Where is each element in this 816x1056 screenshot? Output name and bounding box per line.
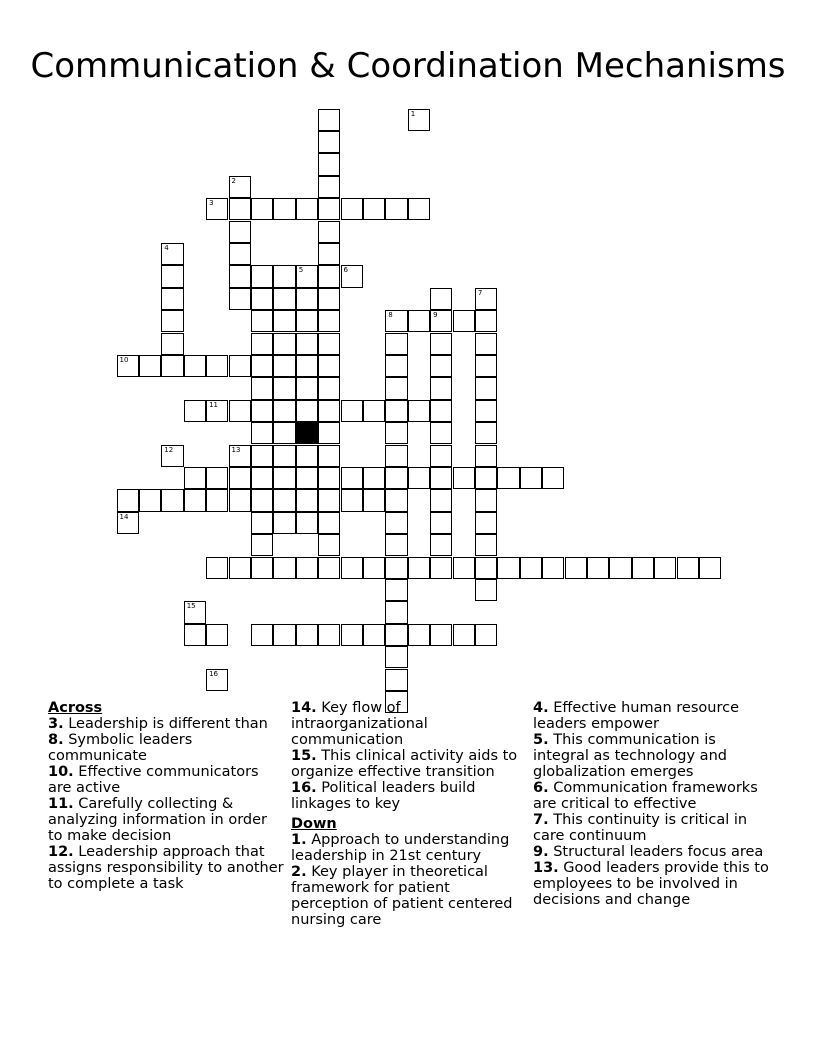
clue-item [291, 780, 527, 812]
grid-cell[interactable] [273, 355, 295, 377]
clue-number-label: 1 [410, 109, 416, 118]
grid-cell[interactable] [430, 624, 452, 646]
clue-number-label: 10 [119, 355, 129, 364]
grid-cell[interactable] [296, 557, 318, 579]
clue-number: 13. [533, 860, 559, 876]
grid-cell[interactable] [229, 243, 251, 265]
clues-column-3 [533, 700, 769, 908]
clue-number: 2. [291, 864, 307, 880]
grid-cell[interactable] [273, 624, 295, 646]
clue-number: 6. [533, 780, 549, 796]
grid-cell[interactable] [161, 265, 183, 287]
grid-cell[interactable] [341, 557, 363, 579]
clue-number: 15. [291, 748, 317, 764]
grid-cell[interactable] [475, 579, 497, 601]
grid-cell[interactable] [251, 467, 273, 489]
grid-cell[interactable] [251, 422, 273, 444]
grid-cell[interactable] [453, 624, 475, 646]
grid-cell[interactable] [161, 445, 183, 467]
clue-number-label: 9 [433, 311, 438, 320]
clue-number-label: 3 [209, 199, 214, 208]
grid-cell[interactable] [251, 333, 273, 355]
grid-cell[interactable] [677, 557, 699, 579]
grid-cell[interactable] [318, 333, 340, 355]
grid-cell[interactable] [251, 265, 273, 287]
grid-cell[interactable] [206, 355, 228, 377]
grid-cell[interactable] [296, 512, 318, 534]
grid-cell[interactable] [408, 624, 430, 646]
clue-item [533, 812, 769, 844]
clue-number-label: 6 [343, 266, 348, 275]
clue-item [533, 732, 769, 780]
grid-cell[interactable] [273, 377, 295, 399]
grid-cell[interactable] [296, 489, 318, 511]
clue-number-label: 2 [231, 176, 236, 185]
grid-cell[interactable] [385, 422, 407, 444]
grid-cell[interactable] [408, 310, 430, 332]
grid-cell[interactable] [229, 355, 251, 377]
grid-cell[interactable] [296, 467, 318, 489]
grid-cell[interactable] [475, 467, 497, 489]
grid-cell[interactable] [318, 153, 340, 175]
grid-cell[interactable] [430, 333, 452, 355]
grid-cell[interactable] [318, 489, 340, 511]
grid-cell[interactable] [363, 400, 385, 422]
clue-text: Communication frameworks are critical to effective [533, 780, 758, 812]
grid-cell[interactable] [475, 400, 497, 422]
grid-cell[interactable] [385, 198, 407, 220]
grid-cell[interactable] [430, 288, 452, 310]
grid-cell[interactable] [341, 489, 363, 511]
grid-cell[interactable] [273, 400, 295, 422]
grid-cell[interactable] [475, 355, 497, 377]
grid-cell[interactable] [251, 198, 273, 220]
clue-number-label: 11 [209, 400, 219, 409]
grid-cell[interactable] [408, 557, 430, 579]
grid-cell[interactable] [385, 489, 407, 511]
grid-cell[interactable] [296, 624, 318, 646]
grid-cell[interactable] [385, 445, 407, 467]
grid-cell[interactable] [318, 467, 340, 489]
grid-cell[interactable] [609, 557, 631, 579]
grid-cell[interactable] [251, 310, 273, 332]
grid-cell[interactable] [161, 355, 183, 377]
grid-cell[interactable] [184, 400, 206, 422]
grid-cell[interactable] [229, 265, 251, 287]
grid-cell[interactable] [117, 489, 139, 511]
grid-cell[interactable] [318, 445, 340, 467]
grid-cell[interactable] [385, 579, 407, 601]
grid-cell[interactable] [430, 489, 452, 511]
clue-text: Structural leaders focus area [548, 844, 764, 860]
grid-cell[interactable] [475, 310, 497, 332]
grid-cell[interactable] [251, 355, 273, 377]
clue-text: This clinical activity aids to organize effective transition [291, 748, 518, 780]
grid-cell[interactable] [341, 198, 363, 220]
clue-number: 3. [48, 716, 64, 732]
grid-cell[interactable] [296, 310, 318, 332]
grid-cell[interactable] [430, 355, 452, 377]
grid-cell[interactable] [273, 310, 295, 332]
clue-number: 12. [48, 844, 74, 860]
grid-cell[interactable] [542, 557, 564, 579]
grid-cell[interactable] [296, 445, 318, 467]
clue-item [291, 832, 527, 864]
grid-cell[interactable] [206, 198, 228, 220]
grid-cell[interactable] [475, 422, 497, 444]
clue-number: 5. [533, 732, 549, 748]
grid-cell[interactable] [206, 669, 228, 691]
grid-cell[interactable] [318, 243, 340, 265]
grid-cell[interactable] [229, 198, 251, 220]
grid-cell[interactable] [139, 355, 161, 377]
grid-cell[interactable] [430, 534, 452, 556]
clue-number: 4. [533, 700, 549, 716]
grid-cell[interactable] [273, 333, 295, 355]
grid-cell[interactable] [184, 467, 206, 489]
clue-item [533, 700, 769, 732]
clue-item [48, 844, 284, 892]
clue-item [48, 732, 284, 764]
clue-text: Political leaders build linkages to key [291, 780, 476, 812]
clue-number: 14. [291, 700, 317, 716]
clue-text: Carefully collecting & analyzing information in order to make decision [48, 796, 268, 844]
grid-cell[interactable] [632, 557, 654, 579]
grid-cell[interactable] [296, 355, 318, 377]
clue-text: Leadership approach that assigns responsibility to another to complete a task [48, 844, 284, 892]
grid-cell[interactable] [161, 288, 183, 310]
grid-cell[interactable] [229, 176, 251, 198]
grid-cell[interactable] [341, 400, 363, 422]
grid-cell[interactable] [318, 557, 340, 579]
clue-number-label: 13 [231, 445, 241, 454]
grid-cell[interactable] [430, 377, 452, 399]
clue-text: Key flow of intraorganizational communication [291, 700, 428, 748]
clue-number-label: 5 [298, 266, 304, 275]
grid-cell[interactable] [296, 377, 318, 399]
grid-cell[interactable] [251, 445, 273, 467]
clue-number: 10. [48, 764, 74, 780]
grid-cell[interactable] [318, 400, 340, 422]
grid-cell[interactable] [206, 624, 228, 646]
clue-number: 1. [291, 832, 307, 848]
grid-cell[interactable] [273, 489, 295, 511]
grid-cell[interactable] [363, 198, 385, 220]
grid-cell[interactable] [273, 512, 295, 534]
grid-cell[interactable] [341, 624, 363, 646]
clue-number-label: 16 [209, 669, 219, 678]
grid-cell[interactable] [184, 355, 206, 377]
clue-item [291, 864, 527, 928]
clue-text: This communication is integral as technology and globalization emerges [533, 732, 727, 780]
grid-cell[interactable] [251, 557, 273, 579]
grid-cell[interactable] [385, 355, 407, 377]
grid-cell[interactable] [363, 557, 385, 579]
grid-cell[interactable] [520, 557, 542, 579]
clue-number-label: 4 [164, 243, 169, 252]
grid-cell[interactable] [318, 512, 340, 534]
grid-cell[interactable] [385, 333, 407, 355]
grid-cell[interactable] [229, 489, 251, 511]
grid-cell[interactable] [430, 467, 452, 489]
grid-cell[interactable] [318, 221, 340, 243]
grid-cell[interactable] [251, 512, 273, 534]
clue-item [533, 860, 769, 908]
grid-cell[interactable] [161, 310, 183, 332]
grid-cell[interactable] [385, 534, 407, 556]
clue-item [533, 780, 769, 812]
grid-cell[interactable] [385, 512, 407, 534]
grid-cell[interactable] [542, 467, 564, 489]
grid-cell[interactable] [475, 288, 497, 310]
grid-cell[interactable] [318, 310, 340, 332]
grid-cell[interactable] [497, 467, 519, 489]
clue-number-label: 7 [477, 288, 483, 297]
grid-cell[interactable] [475, 489, 497, 511]
grid-cell[interactable] [318, 198, 340, 220]
grid-cell[interactable] [430, 310, 452, 332]
grid-cell[interactable] [273, 198, 295, 220]
clue-text: Symbolic leaders communicate [48, 732, 193, 764]
grid-cell[interactable] [229, 400, 251, 422]
page-title: Communication & Coordination Mechanisms [30, 46, 786, 86]
grid-cell[interactable] [184, 601, 206, 623]
grid-cell[interactable] [341, 265, 363, 287]
clue-item [48, 764, 284, 796]
grid-cell[interactable] [206, 489, 228, 511]
grid-cell[interactable] [273, 265, 295, 287]
grid-cell[interactable] [161, 489, 183, 511]
grid-cell[interactable] [318, 131, 340, 153]
grid-cell[interactable] [318, 288, 340, 310]
clue-item [291, 700, 527, 748]
grid-cell[interactable] [363, 624, 385, 646]
clue-number: 7. [533, 812, 549, 828]
grid-block [296, 422, 318, 444]
grid-cell[interactable] [251, 377, 273, 399]
grid-cell[interactable] [587, 557, 609, 579]
grid-cell[interactable] [117, 512, 139, 534]
clue-number-label: 14 [119, 512, 129, 521]
grid-cell[interactable] [475, 377, 497, 399]
grid-cell[interactable] [430, 512, 452, 534]
grid-cell[interactable] [184, 489, 206, 511]
grid-cell[interactable] [408, 400, 430, 422]
down-heading: Down [291, 816, 337, 832]
grid-cell[interactable] [430, 400, 452, 422]
clue-text: Effective communicators are active [48, 764, 259, 796]
grid-cell[interactable] [296, 288, 318, 310]
clue-text: Good leaders provide this to employees to be involved in decisions and change [533, 860, 769, 908]
grid-cell[interactable] [430, 422, 452, 444]
grid-cell[interactable] [475, 534, 497, 556]
grid-cell[interactable] [385, 669, 407, 691]
clue-number: 11. [48, 796, 74, 812]
grid-cell[interactable] [273, 288, 295, 310]
grid-cell[interactable] [229, 445, 251, 467]
grid-cell[interactable] [251, 534, 273, 556]
grid-cell[interactable] [453, 467, 475, 489]
grid-cell[interactable] [139, 489, 161, 511]
grid-cell[interactable] [385, 400, 407, 422]
grid-cell[interactable] [251, 288, 273, 310]
grid-cell[interactable] [296, 265, 318, 287]
grid-cell[interactable] [363, 489, 385, 511]
grid-cell[interactable] [273, 445, 295, 467]
grid-cell[interactable] [497, 557, 519, 579]
grid-cell[interactable] [453, 557, 475, 579]
grid-cell[interactable] [206, 400, 228, 422]
clue-item [48, 796, 284, 844]
clue-text: This continuity is critical in care continuum [533, 812, 748, 844]
grid-cell[interactable] [385, 624, 407, 646]
grid-cell[interactable] [318, 422, 340, 444]
grid-cell[interactable] [206, 557, 228, 579]
grid-cell[interactable] [318, 265, 340, 287]
grid-cell[interactable] [341, 467, 363, 489]
grid-cell[interactable] [475, 512, 497, 534]
grid-cell[interactable] [408, 467, 430, 489]
clue-item [291, 748, 527, 780]
grid-cell[interactable] [475, 624, 497, 646]
grid-cell[interactable] [296, 400, 318, 422]
clue-number-label: 12 [164, 445, 174, 454]
grid-cell[interactable] [273, 422, 295, 444]
grid-cell[interactable] [318, 176, 340, 198]
grid-cell[interactable] [475, 445, 497, 467]
grid-cell[interactable] [206, 467, 228, 489]
grid-cell[interactable] [408, 198, 430, 220]
grid-cell[interactable] [318, 624, 340, 646]
clue-text: Effective human resource leaders empower [533, 700, 739, 732]
grid-cell[interactable] [273, 557, 295, 579]
grid-cell[interactable] [318, 109, 340, 131]
grid-cell[interactable] [565, 557, 587, 579]
grid-cell[interactable] [296, 198, 318, 220]
clues-column-1 [48, 700, 284, 892]
grid-cell[interactable] [318, 355, 340, 377]
grid-cell[interactable] [363, 467, 385, 489]
grid-cell[interactable] [385, 557, 407, 579]
grid-cell[interactable] [296, 333, 318, 355]
clue-text: Approach to understanding leadership in 21st century [291, 832, 510, 864]
grid-cell[interactable] [229, 288, 251, 310]
grid-cell[interactable] [475, 557, 497, 579]
clue-number-label: 8 [388, 311, 393, 320]
grid-cell[interactable] [273, 467, 295, 489]
grid-cell[interactable] [430, 557, 452, 579]
clue-item [533, 844, 769, 860]
grid-cell[interactable] [654, 557, 676, 579]
grid-cell[interactable] [520, 467, 542, 489]
grid-cell[interactable] [229, 221, 251, 243]
clue-number-label: 15 [186, 602, 196, 611]
clues-column-2 [291, 700, 527, 928]
grid-cell[interactable] [318, 377, 340, 399]
grid-cell[interactable] [385, 467, 407, 489]
clue-number: 8. [48, 732, 64, 748]
grid-cell[interactable] [430, 445, 452, 467]
grid-cell[interactable] [229, 557, 251, 579]
grid-cell[interactable] [117, 355, 139, 377]
clue-number: 9. [533, 844, 549, 860]
grid-cell[interactable] [161, 333, 183, 355]
grid-cell[interactable] [385, 377, 407, 399]
grid-cell[interactable] [251, 489, 273, 511]
clue-text: Leadership is different than [63, 716, 268, 732]
grid-cell[interactable] [161, 243, 183, 265]
grid-cell[interactable] [385, 310, 407, 332]
grid-cell[interactable] [699, 557, 721, 579]
grid-cell[interactable] [453, 310, 475, 332]
grid-cell[interactable] [475, 333, 497, 355]
grid-cell[interactable] [385, 601, 407, 623]
clue-text: Key player in theoretical framework for patient perception of patient centered nursing care [291, 864, 513, 928]
grid-cell[interactable] [229, 467, 251, 489]
clue-item [48, 716, 284, 732]
clue-number: 16. [291, 780, 317, 796]
grid-cell[interactable] [385, 646, 407, 668]
grid-cell[interactable] [184, 624, 206, 646]
grid-cell[interactable] [251, 624, 273, 646]
grid-cell[interactable] [251, 400, 273, 422]
grid-cell[interactable] [318, 534, 340, 556]
grid-cell[interactable] [408, 109, 430, 131]
across-heading: Across [48, 700, 103, 716]
